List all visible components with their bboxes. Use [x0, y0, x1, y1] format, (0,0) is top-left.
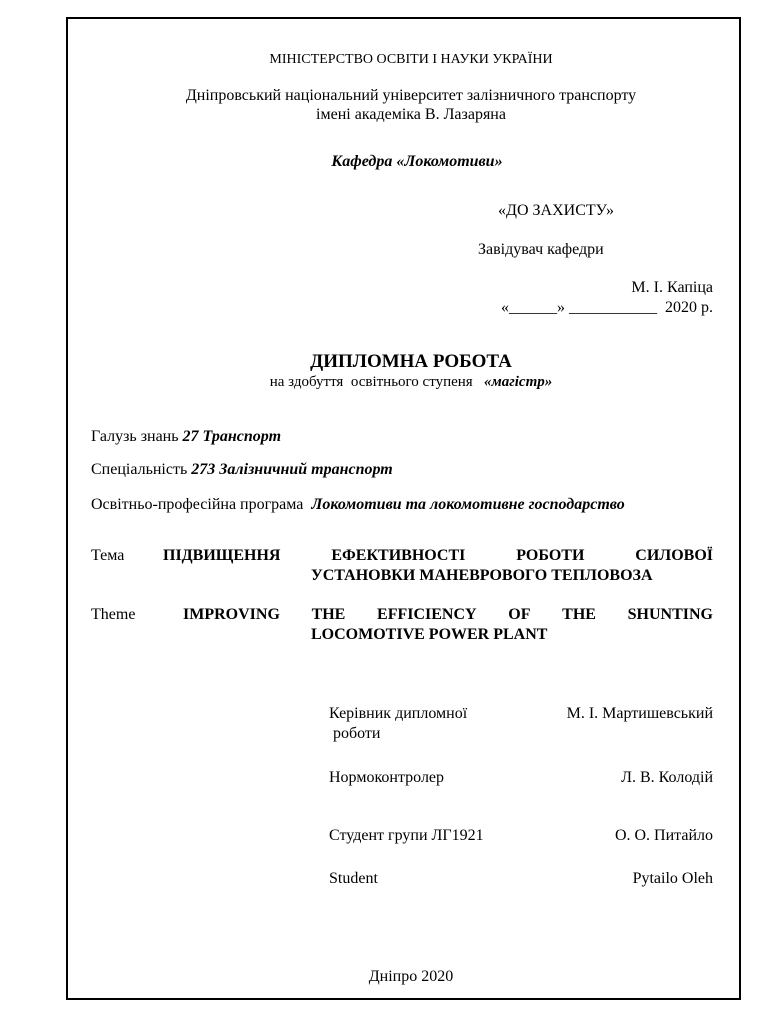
supervisor-label-line2: роботи	[333, 725, 381, 742]
educational-program-value: Локомотиви та локомотивне господарство	[311, 496, 625, 513]
university-name-line1: Дніпровський національний університет залізничного транспорту	[185, 87, 637, 104]
document-title: ДИПЛОМНА РОБОТА	[310, 351, 512, 372]
topic-ua-line2: УСТАНОВКИ МАНЕВРОВОГО ТЕПЛОВОЗА	[311, 567, 653, 584]
normcontrol-name: Л. В. Колодій	[621, 769, 713, 786]
topic-en-word: THE	[562, 606, 596, 623]
student-label-en: Student	[329, 870, 378, 887]
topic-en-line2: LOCOMOTIVE POWER PLANT	[311, 626, 548, 643]
topic-ua	[163, 546, 713, 586]
department-name: Кафедра «Локомотиви»	[331, 153, 503, 170]
approval-date-line: «______» ___________ 2020 р.	[501, 299, 713, 316]
student-label: Студент групи ЛГ1921	[329, 827, 484, 844]
field-of-knowledge	[91, 429, 281, 445]
degree-value: «магістр»	[483, 374, 553, 390]
specialty	[91, 462, 393, 478]
topic-ua-word: РОБОТИ	[516, 547, 585, 564]
student-name: О. О. Питайло	[614, 827, 713, 844]
topic-label-en: Theme	[91, 606, 136, 623]
head-of-department-name: М. І. Капіца	[631, 279, 713, 296]
topic-en	[183, 605, 713, 645]
topic-en-line1	[183, 605, 713, 625]
city-year: Дніпро 2020	[368, 968, 454, 985]
supervisor-name: М. І. Мартишевський	[566, 705, 713, 722]
topic-en-word: THE	[311, 606, 346, 623]
student-name-en: Pytailo Oleh	[632, 870, 713, 887]
approval-label: «ДО ЗАХИСТУ»	[498, 202, 614, 219]
supervisor-label-line1: Керівник дипломної	[329, 705, 468, 722]
normcontrol-label: Нормоконтролер	[329, 769, 445, 786]
field-of-knowledge-label: Галузь знань	[91, 428, 183, 445]
degree-prefix: на здобуття освітнього ступеня	[269, 374, 484, 390]
head-of-department-title: Завідувач кафедри	[478, 241, 604, 258]
topic-ua-word: ЕФЕКТИВНОСТІ	[331, 547, 466, 564]
topic-ua-line1	[163, 546, 713, 566]
topic-en-word: OF	[508, 606, 531, 623]
topic-ua-word: СИЛОВОЇ	[635, 547, 713, 564]
ministry-heading: МІНІСТЕРСТВО ОСВІТИ І НАУКИ УКРАЇНИ	[269, 52, 553, 67]
specialty-value: 273 Залізничний транспорт	[191, 461, 393, 478]
topic-en-word: IMPROVING	[183, 606, 280, 623]
topic-label-ua: Тема	[91, 547, 125, 564]
topic-en-word: EFFICIENCY	[377, 606, 477, 623]
degree-line	[270, 375, 553, 390]
field-of-knowledge-value: 27 Транспорт	[182, 428, 282, 445]
topic-en-word: SHUNTING	[627, 606, 713, 623]
specialty-label: Спеціальність	[91, 461, 192, 478]
topic-ua-word: ПІДВИЩЕННЯ	[163, 547, 281, 564]
educational-program-label: Освітньо-професійна програма	[91, 496, 312, 513]
educational-program	[91, 497, 625, 513]
university-name-line2: імені академіка В. Лазаряна	[316, 106, 506, 123]
